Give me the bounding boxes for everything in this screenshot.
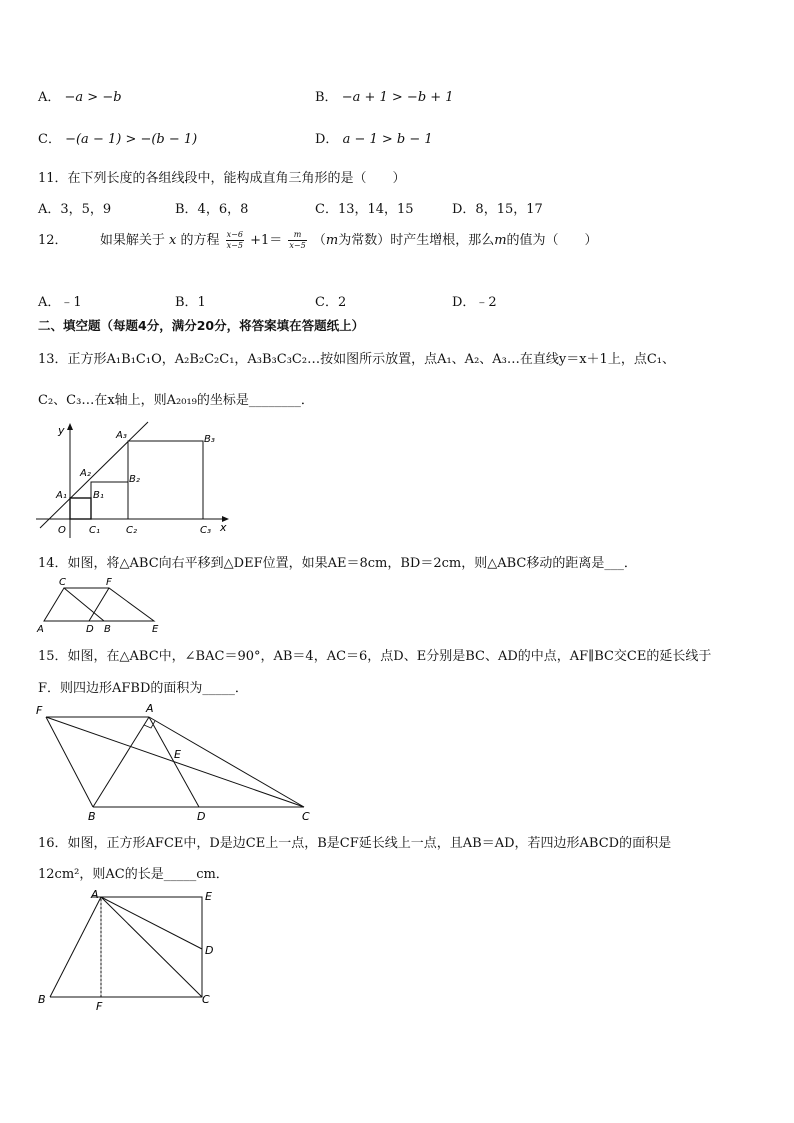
q10-option-a xyxy=(38,86,122,105)
label-a3: A₃ xyxy=(116,430,127,441)
label-a: A xyxy=(146,702,154,715)
q13-line1: 13．正方形A₁B₁C₁O，A₂B₂C₂C₁，A₃B₃C₃C₂…按如图所示放置，点A₁、A₂、A₃…在直线y＝x＋1上，点C₁、 xyxy=(38,352,675,367)
triangle-abc xyxy=(44,588,104,621)
label-y: y xyxy=(58,424,65,437)
label-d: D xyxy=(86,624,94,635)
label-f: F xyxy=(36,704,43,717)
q15-figure xyxy=(34,700,324,825)
square-1 xyxy=(70,498,91,519)
label-b2: B₂ xyxy=(129,474,140,485)
label-f: F xyxy=(106,577,112,588)
option-label: C． xyxy=(38,132,61,147)
question-number: 12． xyxy=(38,233,68,248)
q11-option-b: B．4，6，8 xyxy=(175,202,249,217)
label-f: F xyxy=(96,1000,103,1013)
label-d: D xyxy=(205,944,214,957)
label-b1: B₁ xyxy=(93,490,104,501)
label-c: C xyxy=(59,577,66,588)
q13-figure xyxy=(36,420,236,542)
label-e: E xyxy=(152,624,159,635)
stem-text: （ xyxy=(312,233,326,248)
label-c: C xyxy=(302,810,310,823)
segment-ab xyxy=(93,717,149,807)
q13-line2: C₂、C₃…在x轴上，则A₂₀₁₉的坐标是________． xyxy=(38,393,314,408)
q14-figure xyxy=(34,574,174,636)
label-e: E xyxy=(205,890,212,903)
option-expr: −(a − 1) > −(b − 1) xyxy=(65,132,198,147)
label-a: A xyxy=(37,624,44,635)
option-label: B． xyxy=(315,90,338,105)
label-c2: C₂ xyxy=(126,525,137,536)
numerator: m xyxy=(288,230,306,241)
option-expr: a − 1 > b − 1 xyxy=(342,132,433,147)
label-c3: C₃ xyxy=(200,525,211,536)
q11-option-d: D．8，15，17 xyxy=(452,202,543,217)
q11-option-a: A．3，5，9 xyxy=(38,202,112,217)
q11-stem: 11．在下列长度的各组线段中，能构成直角三角形的是（ ） xyxy=(38,171,406,186)
y-arrow-icon xyxy=(67,423,73,430)
segment-fc xyxy=(46,717,304,807)
label-b3: B₃ xyxy=(204,434,215,445)
denominator: x−5 xyxy=(226,241,243,250)
label-b: B xyxy=(104,624,111,635)
q11-option-c: C．13，14，15 xyxy=(315,202,414,217)
q16-figure xyxy=(34,886,224,1014)
q10-option-c xyxy=(38,128,197,147)
q15-line1: 15．如图，在△ABC中，∠BAC＝90°，AB＝4，AC＝6，点D、E分别是BC、AD的中点，AF∥BC交CE的延长线于 xyxy=(38,649,712,664)
label-x: x xyxy=(220,521,227,534)
option-expr: −a + 1 > −b + 1 xyxy=(341,90,454,105)
segment-ad xyxy=(101,897,202,949)
label-e: E xyxy=(174,748,181,761)
label-c1: C₁ xyxy=(89,525,100,536)
q12-option-a: A．﹣1 xyxy=(38,295,82,310)
q12-option-c: C．2 xyxy=(315,295,347,310)
label-a: A xyxy=(91,888,99,901)
stem-text: 的值为（ ） xyxy=(506,233,598,248)
fraction-1 xyxy=(226,230,244,251)
variable: x xyxy=(168,233,177,248)
q10-option-b xyxy=(315,86,454,105)
q16-line1: 16．如图，正方形AFCE中，D是边CE上一点，B是CF延长线上一点，且AB＝AD，若四边形ABCD的面积是 xyxy=(38,836,672,851)
q12-option-b: B．1 xyxy=(175,295,206,310)
option-label: D． xyxy=(315,132,339,147)
stem-text: 的方程 xyxy=(180,233,220,248)
q14-stem: 14．如图，将△ABC向右平移到△DEF位置，如果AE＝8cm，BD＝2cm，则△ABC移动的距离是___． xyxy=(38,556,637,571)
variable: m xyxy=(494,233,507,248)
fraction-2 xyxy=(288,230,306,251)
option-label: A． xyxy=(38,90,61,105)
stem-text: 为常数）时产生增根，那么 xyxy=(338,233,495,248)
label-b: B xyxy=(38,993,46,1006)
label-a2: A₂ xyxy=(80,468,91,479)
segment-ac xyxy=(149,717,304,807)
label-o: O xyxy=(58,525,66,536)
label-b: B xyxy=(88,810,96,823)
q15-line2: F．则四边形AFBD的面积为_____． xyxy=(38,681,248,696)
section-heading: 二、填空题（每题4分，满分20分，将答案填在答题纸上） xyxy=(38,318,365,333)
label-a1: A₁ xyxy=(56,490,67,501)
q16-line2: 12cm²，则AC的长是_____cm． xyxy=(38,867,229,882)
label-d: D xyxy=(197,810,206,823)
variable: m xyxy=(325,233,339,248)
option-expr: −a > −b xyxy=(64,90,122,105)
stem-text: +1＝ xyxy=(250,233,283,248)
numerator: x−6 xyxy=(226,230,243,239)
q12-stem xyxy=(38,229,598,251)
denominator: x−5 xyxy=(289,241,306,250)
q10-option-d xyxy=(315,128,433,147)
segment-ac xyxy=(101,897,202,997)
stem-text: 如果解关于 xyxy=(99,233,165,248)
segment-ab xyxy=(50,897,101,997)
label-c: C xyxy=(202,993,210,1006)
q12-option-d: D．﹣2 xyxy=(452,295,497,310)
